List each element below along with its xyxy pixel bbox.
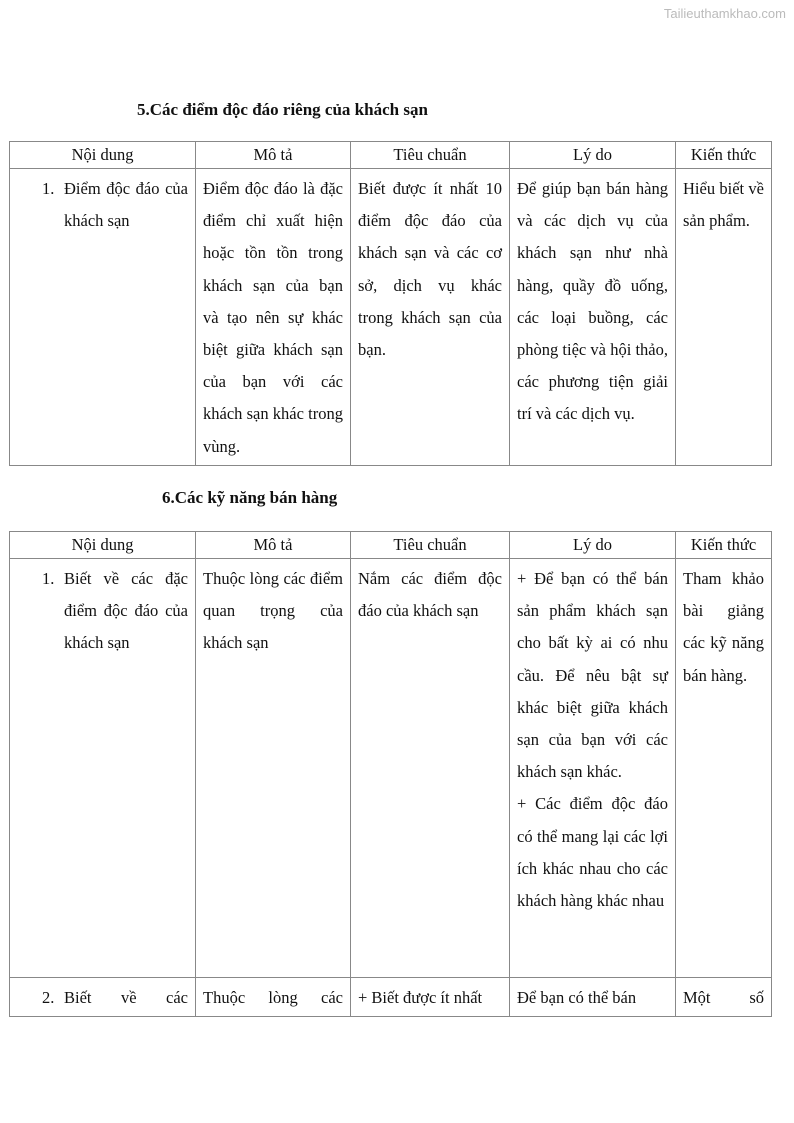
header-reason: Lý do — [510, 142, 676, 169]
cell-knowledge: Tham khảo bài giảng các kỹ năng bán hàng. — [676, 559, 772, 978]
table-row — [10, 978, 772, 1017]
header-description: Mô tả — [196, 142, 351, 169]
header-knowledge: Kiến thức — [676, 142, 772, 169]
header-description: Mô tả — [196, 532, 351, 559]
cell-standard: Nắm các điểm độc đáo của khách sạn — [351, 559, 510, 978]
header-reason: Lý do — [510, 532, 676, 559]
header-knowledge: Kiến thức — [676, 532, 772, 559]
header-standard: Tiêu chuẩn — [351, 532, 510, 559]
header-standard: Tiêu chuẩn — [351, 142, 510, 169]
header-content: Nội dung — [10, 532, 196, 559]
cell-description: Thuộc lòng các — [196, 978, 351, 1017]
cell-reason: Để giúp bạn bán hàng và các dịch vụ của khách sạn như nhà hàng, quầy đồ uống, các loại buồng, các phòng tiệc và hội thảo, các phương tiện giải trí và các dịch vụ. — [510, 169, 676, 466]
sales-skills-table — [9, 531, 772, 1017]
table-row — [10, 169, 772, 466]
cell-knowledge: Hiểu biết về sản phẩm. — [676, 169, 772, 466]
unique-features-table — [9, 141, 772, 466]
table-header-row — [10, 142, 772, 169]
cell-standard: Biết được ít nhất 10 điểm độc đáo của khách sạn và các cơ sở, dịch vụ khác trong khách sạn của bạn. — [351, 169, 510, 466]
table-row — [10, 559, 772, 978]
cell-content: 1. Điểm độc đáo của khách sạn — [10, 169, 196, 466]
cell-content: 2. Biết về các — [10, 978, 196, 1017]
cell-reason: + Để bạn có thể bán sản phẩm khách sạn cho bất kỳ ai có nhu cầu. Để nêu bật sự khác biệt giữa khách sạn của bạn với các khách sạn khác. + Các điểm độc đáo có thể mang lại các lợi ích khác nhau cho các khách hàng khác nhau — [510, 559, 676, 978]
cell-description: Điểm độc đáo là đặc điểm chỉ xuất hiện hoặc tồn tồn trong khách sạn của bạn và tạo nên sự khác biệt giữa khách sạn của bạn với các khách sạn khác trong vùng. — [196, 169, 351, 466]
watermark: Tailieuthamkhao.com — [663, 6, 786, 21]
cell-content: 1. Biết về các đặc điểm độc đáo của khách sạn — [10, 559, 196, 978]
cell-reason: Để bạn có thể bán — [510, 978, 676, 1017]
cell-standard: + Biết được ít nhất — [351, 978, 510, 1017]
cell-description: Thuộc lòng các điểm quan trọng của khách sạn — [196, 559, 351, 978]
section-5-title: 5.Các điểm độc đáo riêng của khách sạn — [137, 100, 428, 119]
table-header-row — [10, 532, 772, 559]
header-content: Nội dung — [10, 142, 196, 169]
section-6-title: 6.Các kỹ năng bán hàng — [162, 488, 338, 507]
cell-knowledge: Một số — [676, 978, 772, 1017]
